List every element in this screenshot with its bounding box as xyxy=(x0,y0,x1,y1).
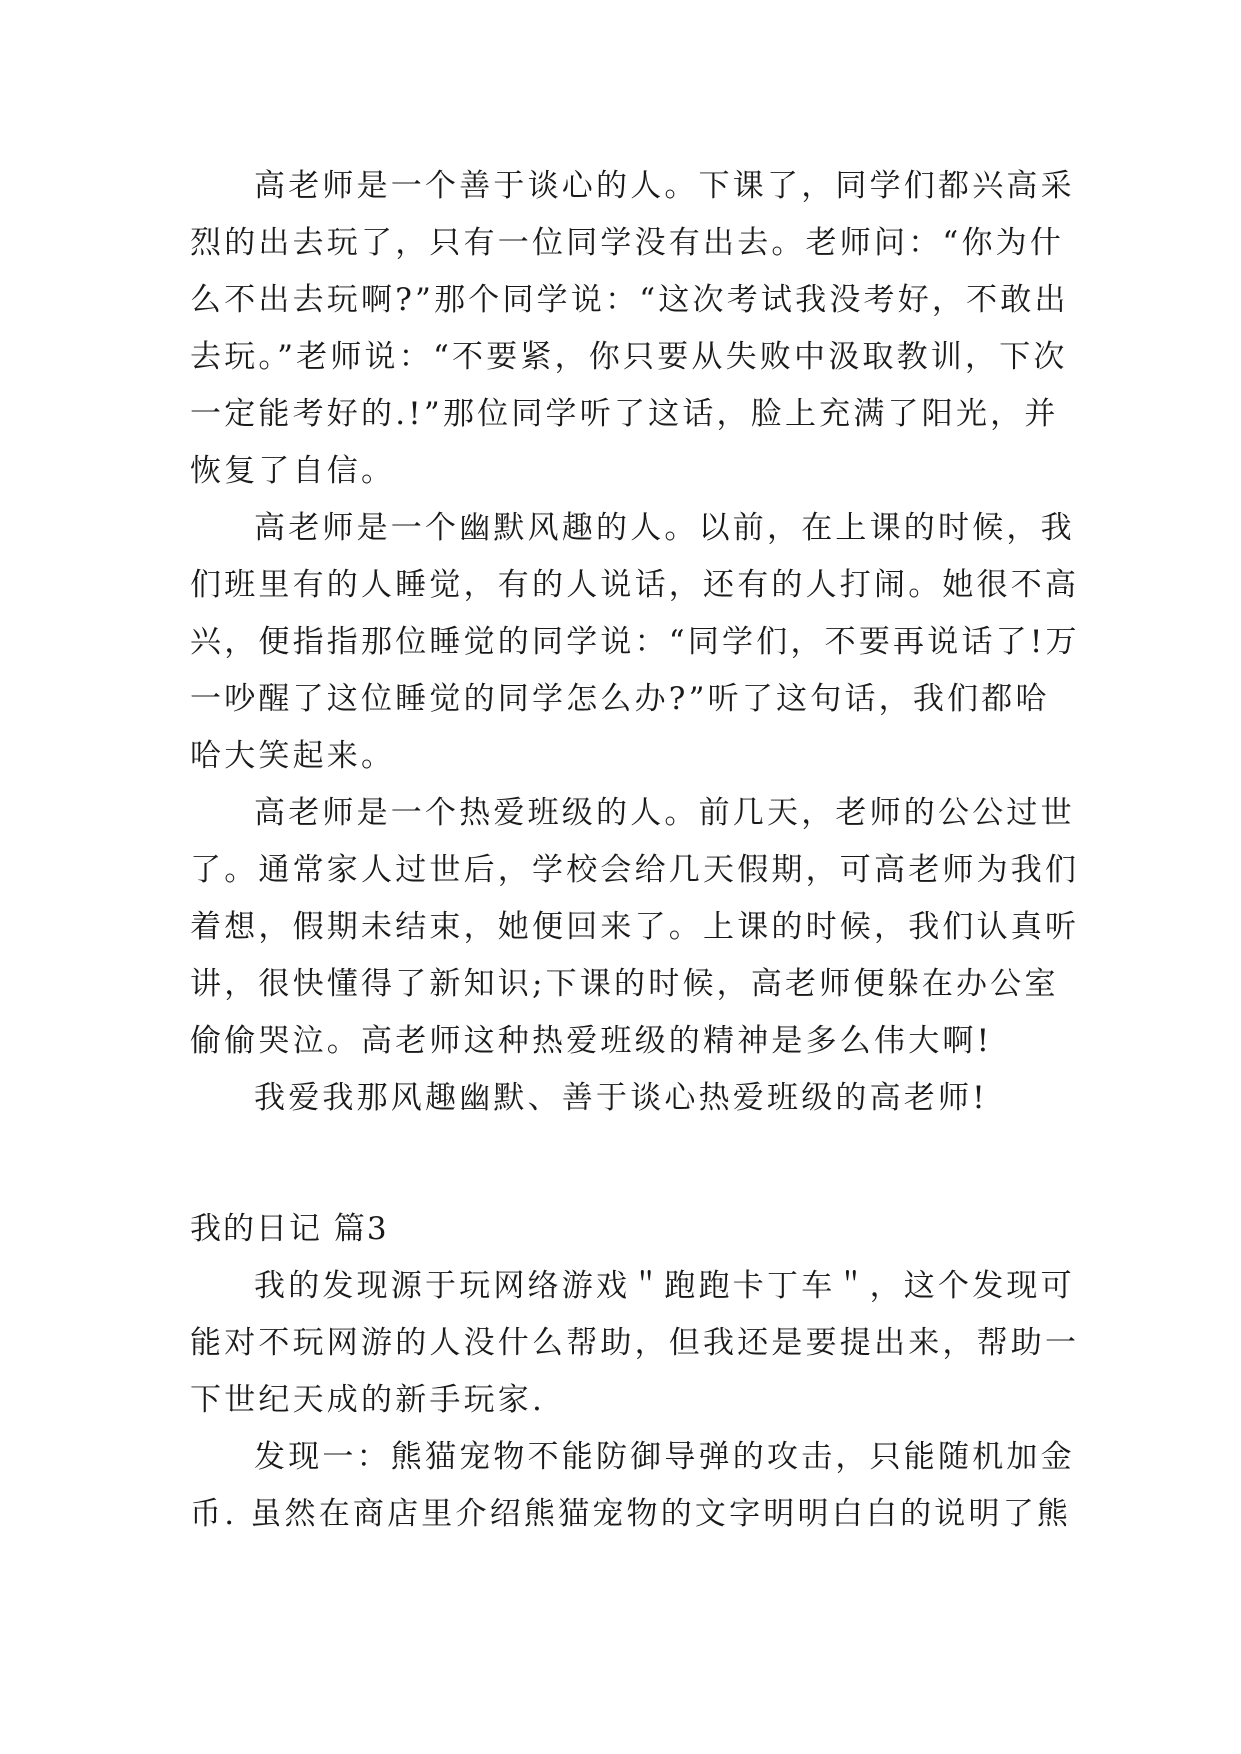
paragraph-line: 我爱我那风趣幽默、善于谈心热爱班级的高老师! xyxy=(254,1080,988,1116)
paragraph-line: 烈的出去玩了，只有一位同学没有出去。老师问：“你为什 xyxy=(190,225,1065,261)
paragraph-line: 币. 虽然在商店里介绍熊猫宠物的文字明明白白的说明了熊 xyxy=(190,1496,1072,1532)
paragraph-line: 兴，便指指那位睡觉的同学说：“同学们，不要再说话了!万 xyxy=(190,624,1080,660)
paragraph-line: 高老师是一个热爱班级的人。前几天，老师的公公过世 xyxy=(254,795,1075,831)
paragraph-line: 着想，假期未结束，她便回来了。上课的时候，我们认真听 xyxy=(190,909,1080,945)
paragraph-line: 能对不玩网游的人没什么帮助，但我还是要提出来，帮助一 xyxy=(190,1325,1080,1361)
paragraph-line: 么不出去玩啊?”那个同学说：“这次考试我没考好，不敢出 xyxy=(190,282,1069,318)
paragraph-line: 去玩。”老师说：“不要紧，你只要从失败中汲取教训，下次 xyxy=(190,339,1068,375)
paragraph-line: 了。通常家人过世后，学校会给几天假期，可高老师为我们 xyxy=(190,852,1080,888)
paragraph-line: 我的发现源于玩网络游戏＂跑跑卡丁车＂，这个发现可 xyxy=(254,1268,1075,1304)
paragraph-line: 高老师是一个善于谈心的人。下课了，同学们都兴高采 xyxy=(254,168,1075,204)
paragraph-line: 们班里有的人睡觉，有的人说话，还有的人打闹。她很不高 xyxy=(190,567,1080,603)
paragraph-line: 恢复了自信。 xyxy=(190,453,396,489)
paragraph-line: 一定能考好的.!”那位同学听了这话，脸上充满了阳光，并 xyxy=(190,396,1059,432)
paragraph-line: 发现一：熊猫宠物不能防御导弹的攻击，只能随机加金 xyxy=(254,1439,1075,1475)
paragraph-line: 哈大笑起来。 xyxy=(190,738,396,774)
paragraph-line: 下世纪天成的新手玩家. xyxy=(190,1382,546,1418)
paragraph-line: 讲，很快懂得了新知识;下课的时候，高老师便躲在办公室 xyxy=(190,966,1059,1002)
section-heading: 我的日记 篇3 xyxy=(190,1211,389,1247)
paragraph-line: 一吵醒了这位睡觉的同学怎么办?”听了这句话，我们都哈 xyxy=(190,681,1050,717)
paragraph-line: 高老师是一个幽默风趣的人。以前，在上课的时候，我 xyxy=(254,510,1075,546)
paragraph-line: 偷偷哭泣。高老师这种热爱班级的精神是多么伟大啊! xyxy=(190,1023,993,1059)
